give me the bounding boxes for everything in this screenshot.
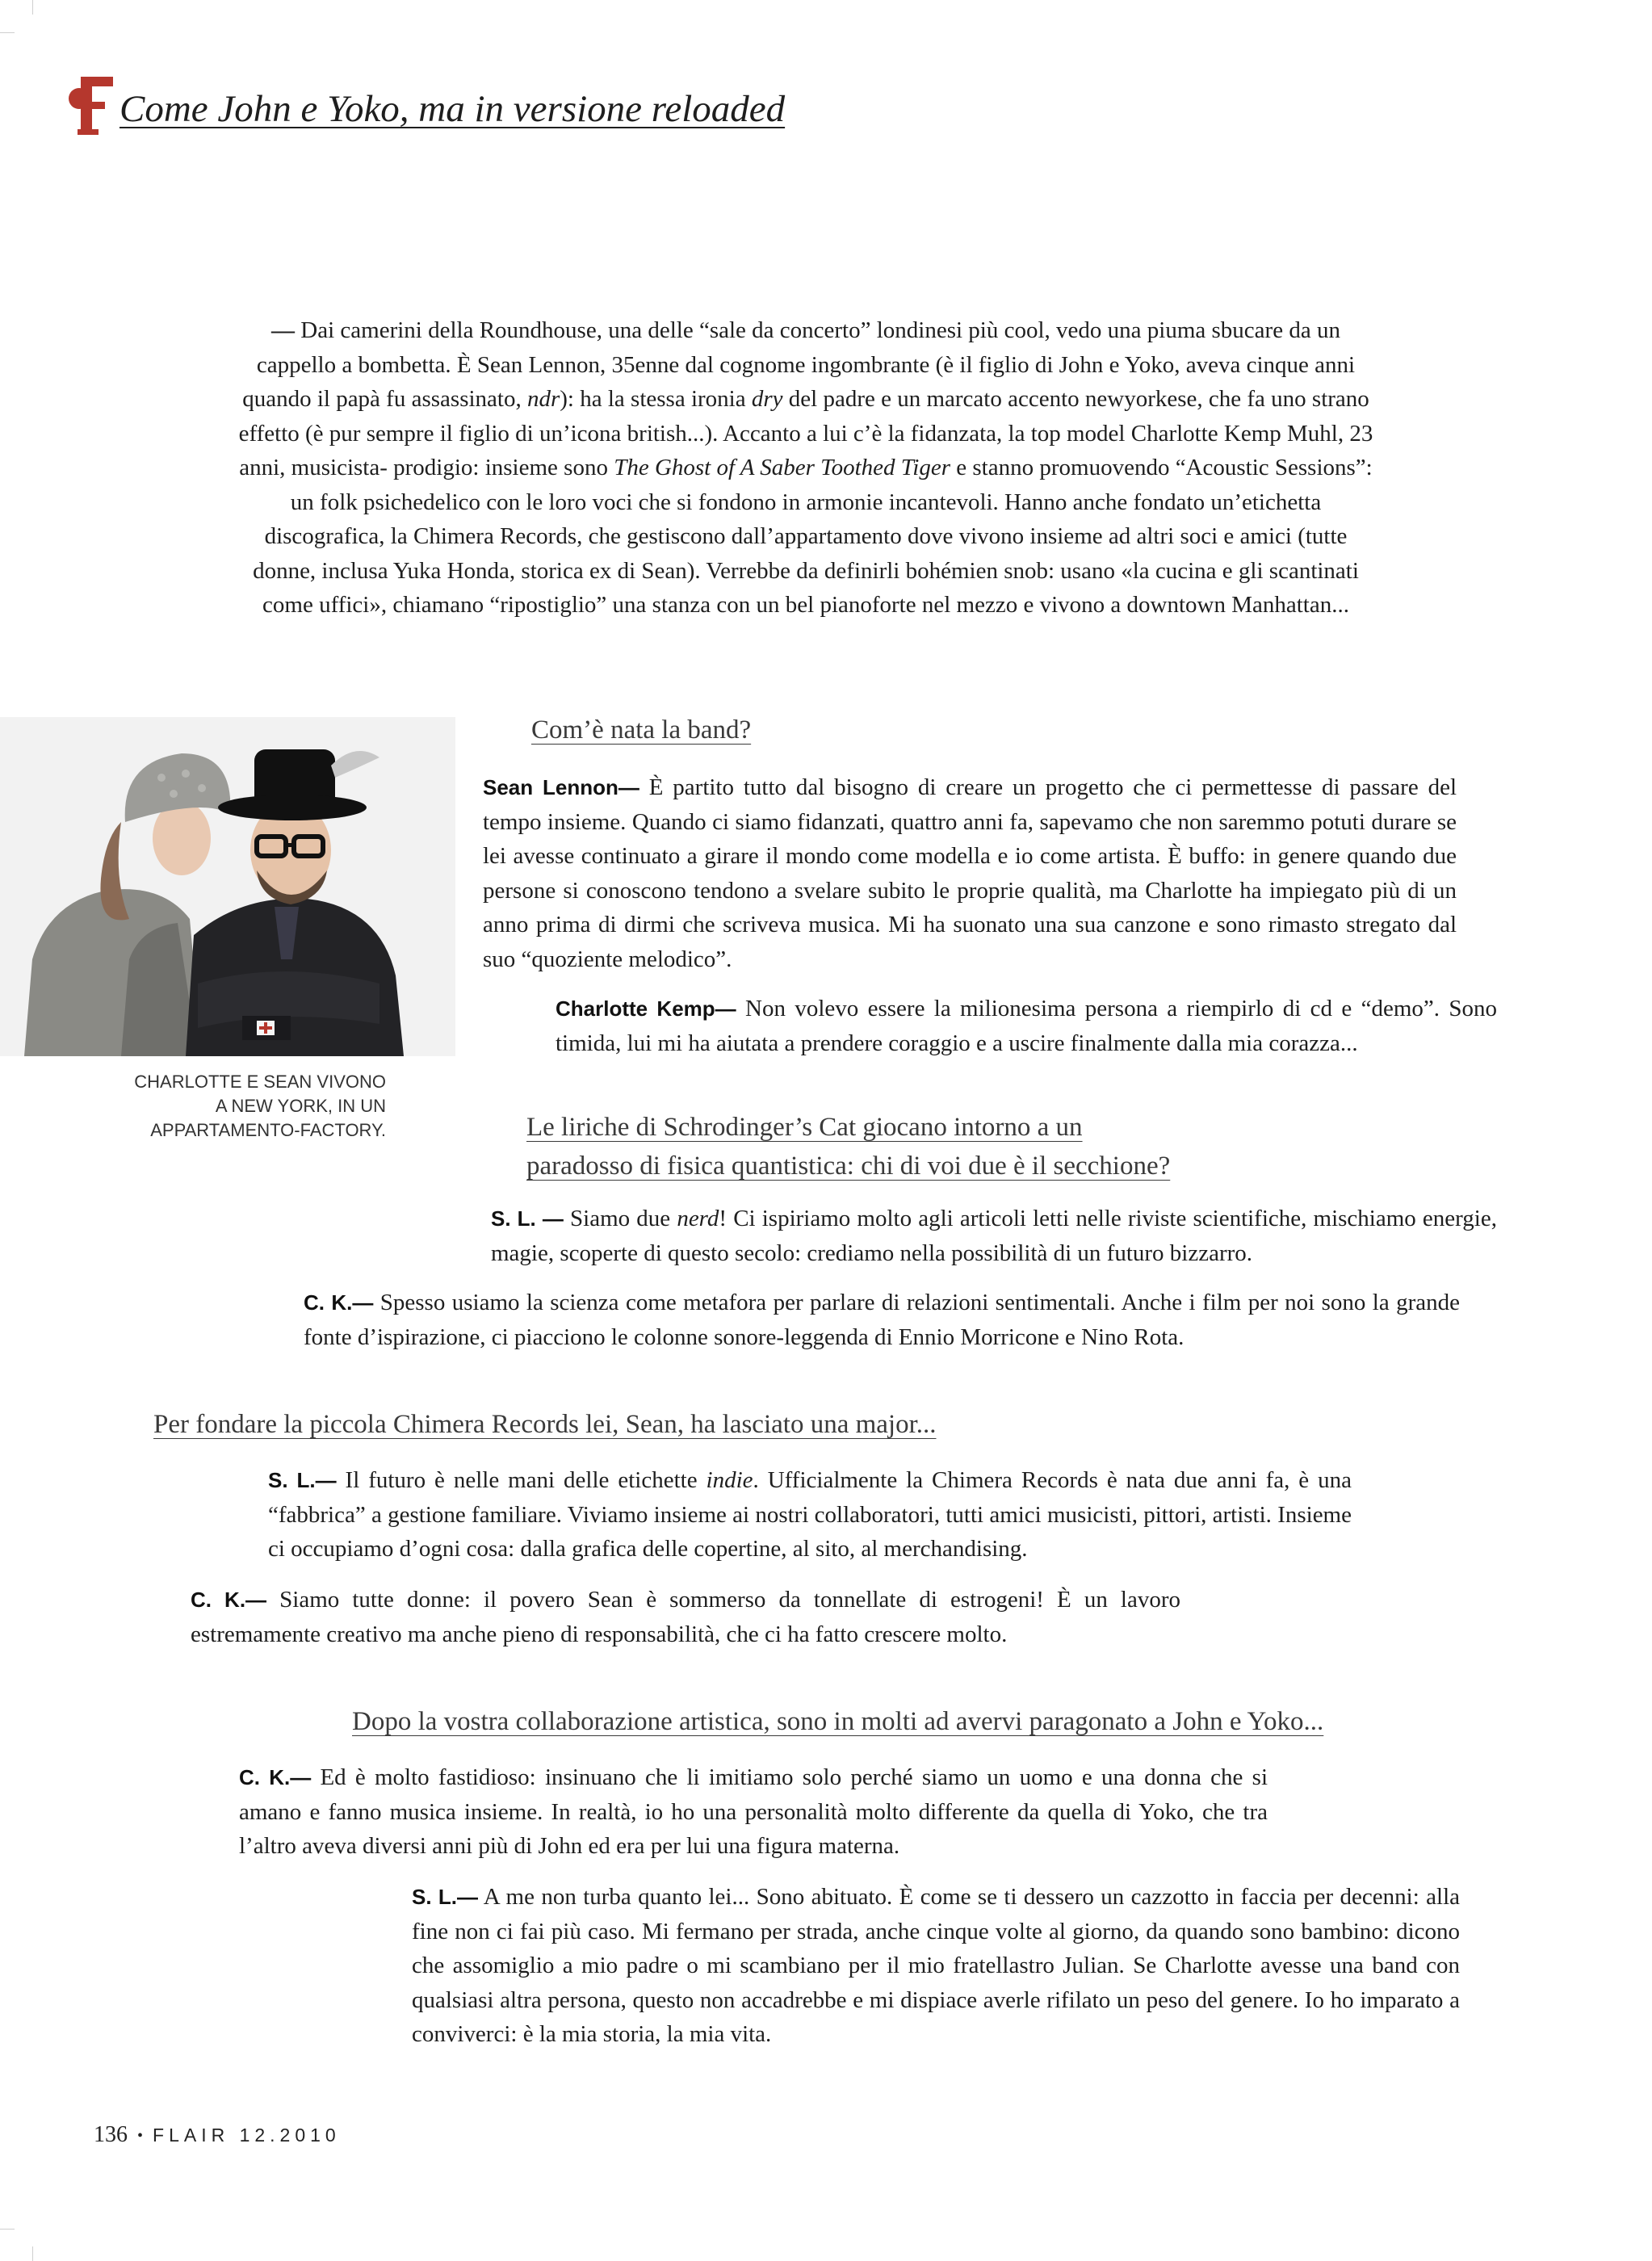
speaker-label: Sean Lennon—: [483, 775, 639, 799]
section-logo: [68, 74, 116, 139]
crop-mark: [0, 32, 15, 33]
answer-text: È partito tutto dal bisogno di creare un progetto che ci permettesse di passare del tempo insieme. Quando ci siamo fidanzati, quattro anni fa, sapevamo che non saremmo potuti durare se lei avesse continuato a girare il mondo come modella e io come artista. È buffo: in genere quando due persone si conoscono tendono a svelare subito le proprie qualità, ma Charlotte ha impiegato più di un anno prima di dirmi che scriveva musica. Mi ha suonato una sua canzone e sono rimasto stregato dal suo “quoziente melodico”.: [483, 774, 1457, 972]
speaker-label: C. K.—: [239, 1765, 312, 1789]
answer-sean-3: [268, 1463, 1352, 1567]
answer-text: A me non turba quanto lei... Sono abituato. È come se ti dessero un cazzotto in faccia per decenni: alla fine non ci fai più caso. Mi fermano per strada, anche cinque volte al giorno, da quando sono bambino: dicono che assomiglio a mio padre o mi scambiano per il mio fratellastro Julian. Se Charlotte avesse una band con qualsiasi altra persona, questo non accadrebbe e mi dispiace averle rifilato un peso del genere. Io ho imparato a conviverci: è la mia storia, la mia vita.: [412, 1884, 1460, 2047]
speaker-label: S. L. —: [491, 1206, 564, 1231]
question-4: Dopo la vostra collaborazione artistica, sono in molti ad avervi paragonato a John e Yoko...: [352, 1707, 1324, 1736]
answer-text: Il futuro è nelle mani delle etichette: [336, 1467, 707, 1493]
answer-text: Ed è molto fastidioso: insinuano che li imitiamo solo perché siamo un uomo e una donna che si amano e fanno musica insieme. In realtà, io ho una personalità molto differente da quella di Yoko, che tra l’altro aveva diversi anni più di John ed era per lui una figura materna.: [239, 1764, 1268, 1859]
magazine-issue: FLAIR 12.2010: [153, 2125, 341, 2146]
speaker-label: C. K.—: [304, 1290, 374, 1315]
answer-charlotte-2: [304, 1286, 1460, 1354]
crop-mark: [32, 2246, 33, 2261]
question-2-line-2: paradosso di fisica quantistica: chi di voi due è il secchione?: [526, 1151, 1171, 1181]
answer-emphasis: nerd: [677, 1206, 719, 1231]
crop-mark: [0, 2229, 15, 2230]
answer-text: Spesso usiamo la scienza come metafora per parlare di relazioni sentimentali. Anche i film per noi sono la grande fonte d’ispirazione, ci piacciono le colonne sonore-leggenda di Ennio Morricone e Nino Rota.: [304, 1290, 1460, 1350]
answer-charlotte-1: [556, 992, 1497, 1060]
intro-dry: dry: [751, 386, 783, 412]
answer-sean-1: [483, 770, 1457, 976]
answer-sean-4: [412, 1880, 1460, 2052]
speaker-label: C. K.—: [191, 1588, 267, 1612]
answer-text: Siamo tutte donne: il povero Sean è sommerso da tonnellate di estrogeni! È un lavoro estremamente creativo ma anche pieno di responsabilità, che ci ha fatto crescere molto.: [191, 1587, 1180, 1647]
page-footer: [94, 2122, 341, 2148]
question-1: Com’è nata la band?: [531, 715, 752, 745]
question-3: Per fondare la piccola Chimera Records lei, Sean, ha lasciato una major...: [153, 1410, 937, 1439]
intro-text: Dai camerini della Roundhouse, una delle “sale da concerto” londinesi più cool, vedo una piuma sbucare da un cappello a bombetta. È Sean Lennon, 35enne dal cognome ingombrante (è il figlio di John e Yoko, aveva cinque anni quando il papà fu assassinato,: [242, 317, 1356, 412]
intro-ndr: ndr: [526, 386, 560, 412]
page-number: 136: [94, 2122, 128, 2147]
intro-text: e stanno promuovendo “Acoustic Sessions”: un folk psichedelico con le loro voci che si fondono in armonie incantevoli. Hanno anche fondato un’etichetta discografica, la Chimera Records, che gestiscono dall’appartamento dove vivono insieme ad altri soci e amici (tutte donne, inclusa Yuka Honda, storica ex di Sean). Verrebbe da definirli bohémien snob: usano «la cucina e gli scantinati come uffici», chiamano “ripostiglio” una stanza con un bel pianoforte nel mezzo e vivono a downtown Manhattan...: [253, 455, 1373, 618]
footer-bullet: •: [137, 2127, 144, 2146]
answer-text: . Ufficialmente la Chimera Records è nata due anni fa, è una “fabbrica” a gestione familiare. Viviamo insieme ai nostri collaboratori, tutti amici musicisti, pittori, artisti. Insieme ci occupiamo d’ogni cosa: dalla grafica delle copertine, al sito, al merchandising.: [268, 1467, 1352, 1562]
answer-sean-2: [491, 1202, 1497, 1270]
intro-text: del padre e un marcato accento newyorkese, che fa uno strano effetto (è pur sempre il figlio di un’icona british...). Accanto a lui c’è la fidanzata, la top model Charlotte Kemp Muhl, 23 anni, musicista- prodigio: insieme sono: [238, 386, 1373, 480]
intro-paragraph: [231, 313, 1381, 623]
answer-text: Siamo due: [563, 1206, 677, 1231]
speaker-label: S. L.—: [268, 1468, 337, 1492]
intro-band-name: The Ghost of A Saber Toothed Tiger: [614, 455, 951, 480]
intro-text: ): ha la stessa ironia: [560, 386, 752, 412]
answer-text: ! Ci ispiriamo molto agli articoli letti nelle riviste scientifiche, mischiamo energie, magie, scoperte di questo secolo: crediamo nella possibilità di un futuro bizzarro.: [491, 1206, 1497, 1266]
answer-emphasis: indie: [706, 1467, 753, 1493]
answer-charlotte-3: [191, 1583, 1180, 1651]
crop-mark: [32, 0, 33, 15]
header-title: Come John e Yoko, ma in versione reloaded: [119, 88, 786, 130]
answer-text: Non volevo essere la milionesima persona a riempirlo di cd e “demo”. Sono timida, lui mi ha aiutata a prendere coraggio e a uscire finalmente dalla mia corazza...: [556, 996, 1498, 1056]
speaker-label: Charlotte Kemp—: [556, 996, 736, 1021]
photo-caption: CHARLOTTE E SEAN VIVONO A NEW YORK, IN UN APPARTAMENTO-FACTORY.: [134, 1072, 386, 1140]
question-2-line-1: Le liriche di Schrodinger’s Cat giocano intorno a un: [526, 1113, 1083, 1142]
intro-dash: —: [271, 317, 296, 343]
answer-charlotte-4: [239, 1760, 1268, 1864]
question-2: [526, 1108, 1170, 1185]
speaker-label: S. L.—: [412, 1885, 479, 1909]
photo-sean-charlotte: [0, 717, 455, 1056]
